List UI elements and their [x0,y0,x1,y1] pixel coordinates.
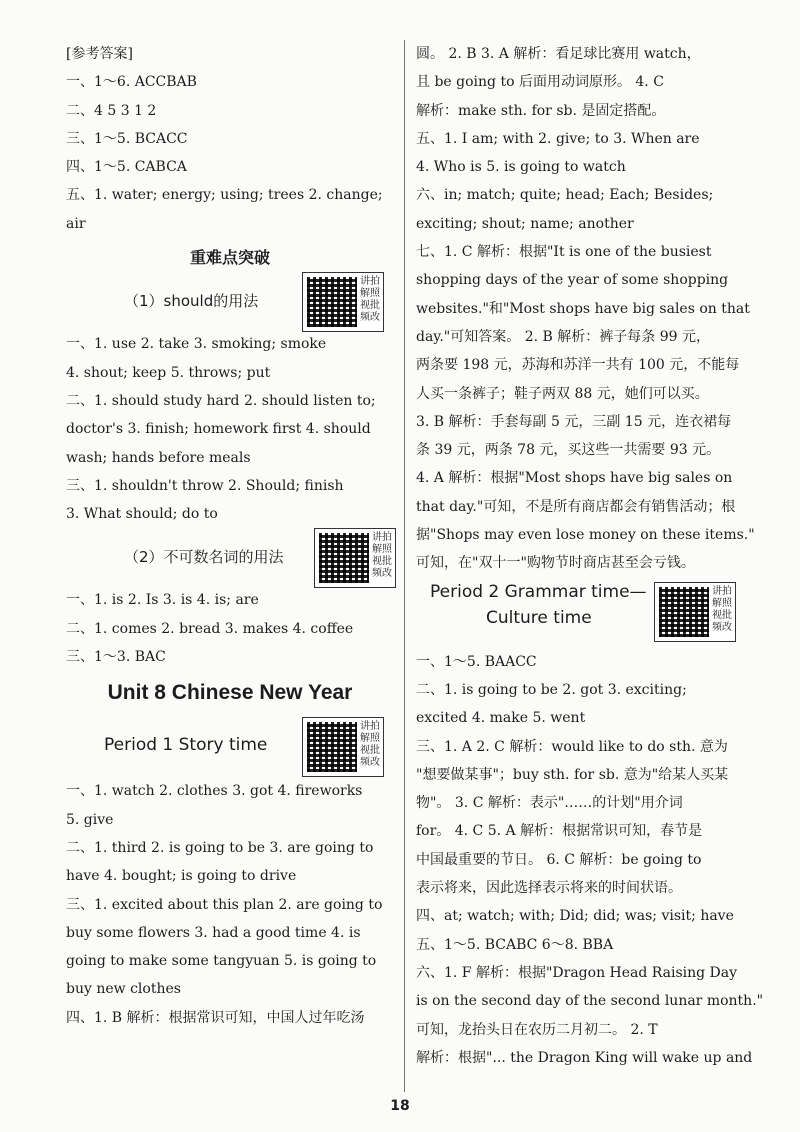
answers-continued [416,40,755,578]
qr-caption: 讲拍解照视批频改 [712,585,732,633]
qr-code-icon [307,277,357,327]
qr-code[interactable] [654,582,736,642]
answer-line: 4. A 解析：根据"Most shops have big sales on [416,470,733,487]
answer-line: 中国最重要的节日。 6. C 解析：be going to [416,851,702,868]
answer-line: 二、4 5 3 1 2 [66,102,157,119]
answer-line: "想要做某事"；buy sth. for sb. 意为"给某人买某 [416,766,729,783]
subsection-1-header [66,272,394,330]
qr-code[interactable] [314,528,396,588]
qr-caption: 讲拍解照视批频改 [360,276,380,324]
answer-line: 一、1. watch 2. clothes 3. got 4. fireworks [66,783,363,800]
answer-line: 解析：make sth. for sb. 是固定搭配。 [416,102,666,119]
answer-line: 四、1. B 解析：根据常识可知，中国人过年吃汤 [66,1009,365,1026]
answer-line: 二、1. comes 2. bread 3. makes 4. coffee [66,620,354,637]
section-title: 重难点突破 [189,248,270,268]
left-column [66,40,394,1032]
answer-line: 四、at; watch; with; Did; did; was; visit; have [416,908,734,925]
answer-line: 一、1. use 2. take 3. smoking; smoke [66,336,327,353]
subsection-1-answers [66,330,394,528]
answer-line: 一、1～5. BAACC [416,653,537,670]
unit-title: Unit 8 Chinese New Year [107,681,353,705]
answers-header: [参考答案] [66,46,133,62]
answer-line: 据"Shops may even lose money on these items." [416,527,755,544]
subsection-1-title: （1）should的用法 [124,292,259,311]
answer-line: 5. give [66,811,114,828]
answer-line: 且 be going to 后面用动词原形。 4. C [416,74,664,91]
answer-line: wash; hands before meals [66,449,251,466]
answer-line: 圆。 2. B 3. A 解析：看足球比赛用 watch， [416,46,701,62]
period-2-header [416,578,742,648]
answer-line: day."可知答案。 2. B 解析：裤子每条 99 元， [416,328,710,345]
answer-line: 3. B 解析：手套每副 5 元，三副 15 元，连衣裙每 [416,413,732,430]
period-2-title-line1: Period 2 Grammar time— [430,581,647,602]
answer-line: 三、1～3. BAC [66,649,166,666]
answer-line: excited 4. make 5. went [416,710,586,727]
answer-block-1 [66,68,394,238]
answer-line: 三、1～5. BCACC [66,130,188,147]
answer-line: buy some flowers 3. had a good time 4. is [66,924,361,941]
answer-line: 可知，龙抬头日在农历二月初二。 2. T [416,1021,658,1038]
answer-line: 二、1. should study hard 2. should listen to; [66,392,376,409]
answer-line: 人买一条裤子；鞋子两双 88 元，她们可以买。 [416,385,709,402]
qr-code-icon [659,587,709,637]
period-2-answers [416,648,764,1072]
answer-line: 3. What should; do to [66,506,218,523]
answer-line: doctor's 3. finish; homework first 4. should [66,421,371,438]
answer-line: 物"。 3. C 解析：表示"……的计划"用介词 [416,795,683,812]
answer-line: 两条要 198 元，苏海和苏洋一共有 100 元，不能每 [416,357,740,374]
answer-line: 四、1～5. CABCA [66,159,187,176]
period-1-header [66,715,394,777]
answer-line: 七、1. C 解析：根据"It is one of the busiest [416,244,712,261]
answer-line: 条 39 元，两条 78 元，买这些一共需要 93 元。 [416,442,721,459]
right-column [416,40,764,1072]
answer-line: going to make some tangyuan 5. is going to [66,953,377,970]
subsection-2-header [66,528,394,586]
answer-line: 三、1. A 2. C 解析：would like to do sth. 意为 [416,738,728,755]
answer-line: 二、1. is going to be 2. got 3. exciting; [416,681,687,698]
qr-code[interactable] [302,717,384,777]
answer-line: 4. shout; keep 5. throws; put [66,364,271,381]
answer-line: is on the second day of the second lunar month." [416,993,764,1010]
qr-caption: 讲拍解照视批频改 [360,721,380,769]
answer-line: 三、1. excited about this plan 2. are going to [66,896,383,913]
answer-line: 可知，在"双十一"购物节时商店甚至会亏钱。 [416,555,695,572]
answer-line: have 4. bought; is going to drive [66,868,297,885]
qr-caption: 讲拍解照视批频改 [372,532,392,580]
answer-line: 二、1. third 2. is going to be 3. are going to [66,839,374,856]
subsection-2-title: （2）不可数名词的用法 [124,548,284,567]
answer-line: that day."可知，不是所有商店都会有销售活动；根 [416,498,736,515]
answer-line: 一、1. is 2. Is 3. is 4. is; are [66,592,259,609]
answer-line: 三、1. shouldn't throw 2. Should; finish [66,477,344,494]
column-divider [404,40,405,1092]
subsection-2-answers [66,586,394,671]
period-2-title-line2: Culture time [486,607,592,628]
answer-line: 五、1. water; energy; using; trees 2. change; [66,187,383,204]
answer-line: exciting; shout; name; another [416,215,634,232]
period-1-title: Period 1 Story time [104,735,268,756]
answer-line: 4. Who is 5. is going to watch [416,159,626,176]
qr-code[interactable] [302,272,384,332]
answer-line: 六、in; match; quite; head; Each; Besides; [416,187,714,204]
answer-line: 五、1～5. BCABC 6～8. BBA [416,936,614,953]
answer-line: air [66,215,86,232]
answer-line: shopping days of the year of some shopping [416,272,729,289]
answer-line: 五、1. I am; with 2. give; to 3. When are [416,130,700,147]
answer-line: for。 4. C 5. A 解析：根据常识可知，春节是 [416,823,703,840]
page-number: 18 [390,1098,410,1114]
answer-line: 解析：根据"... the Dragon King will wake up and [416,1049,753,1066]
qr-code-icon [319,533,369,583]
answer-line: websites."和"Most shops have big sales on that [416,300,750,317]
qr-code-icon [307,722,357,772]
answer-line: 一、1～6. ACCBAB [66,74,197,91]
answer-line: 表示将来，因此选择表示将来的时间状语。 [416,880,682,897]
answer-line: buy new clothes [66,981,181,998]
period-1-answers [66,777,394,1032]
answer-line: 六、1. F 解析：根据"Dragon Head Raising Day [416,964,738,981]
